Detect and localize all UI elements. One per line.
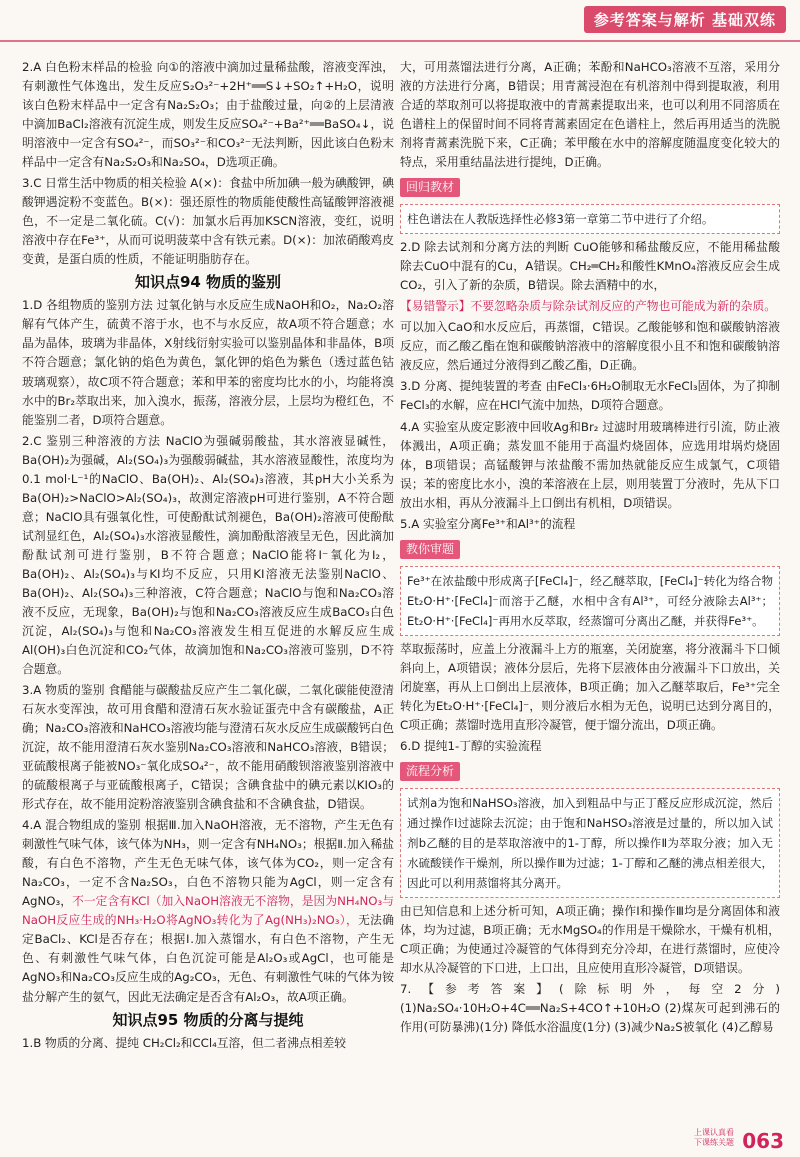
section-heading: 知识点94 物质的鉴别: [134, 273, 282, 292]
answer-paragraph: 2.C 鉴别三种溶液的方法 NaClO为强碱弱酸盐，其水溶液显碱性，Ba(OH)₂为强碱，Al₂(SO₄)₃为强酸弱碱盐，其水溶液显酸性，浓度均为0.1 mol·L⁻¹的NaClO、Ba(OH)₂、Al₂(SO₄)₃溶液，其pH大小关系为Ba(OH)₂>NaClO>Al₂(SO₄)₃，故测定溶液pH可进行鉴别，A不符合题意；NaClO具有强氧化性，可使酚酞试剂褪色，Ba(OH)₂溶液可使酚酞试剂显红色，Al₂(SO₄)₃水溶液显酸性，滴加酚酞溶液呈无色，因此滴加酚酞试剂可进行鉴别，B不符合题意；NaClO能将I⁻氧化为I₂，Ba(OH)₂、Al₂(SO₄)₃与KI均不反应，只用KI溶液无法鉴别NaClO、Ba(OH)₂、Al₂(SO₄)₃三种溶液，C符合题意；NaClO与饱和Na₂CO₃溶液不反应，无现象，Ba(OH)₂与饱和Na₂CO₃溶液反应生成BaCO₃白色沉淀，Al₂(SO₄)₃与饱和Na₂CO₃溶液发生相互促进的水解反应生成Al(OH)₃白色沉淀和CO₂气体，故滴加饱和Na₂CO₃溶液可鉴别，D不符合题意。: [22, 433, 394, 676]
left-column: [22, 58, 394, 1055]
answer-paragraph: 3.A 物质的鉴别 食醋能与碳酸盐反应产生二氧化碳，二氧化碳能使澄清石灰水变浑浊，故可用食醋和澄清石灰水验证蛋壳中含有碳酸盐，A正确；Na₂CO₃溶液和NaHCO₃溶液均能与澄清石灰水反应生成碳酸钙白色沉淀，故不能用澄清石灰水鉴别Na₂CO₃溶液和NaHCO₃溶液，B错误；亚硫酸根离子能被NO₃⁻氧化成SO₄²⁻，故不能用硝酸钡溶液鉴别溶液中的硫酸根离子与亚硫酸根离子，C错误；含碘食盐中的碘元素以KIO₃的形式存在，故不能用淀粉溶液鉴别含碘食盐和不含碘食盐，D错误。: [22, 683, 394, 812]
answer-paragraph: 2.A 白色粉末样品的检验 向①的溶液中滴加过量稀盐酸，溶液变浑浊，有刺激性气体逸出，发生反应S₂O₃²⁻+2H⁺══S↓+SO₂↑+H₂O，说明该白色粉末样品中一定含有Na₂S₂O₃；由于盐酸过量，向②的上层清液中滴加BaCl₂溶液有沉淀生成，则发生反应SO₄²⁻+Ba²⁺══BaSO₄↓，说明溶液中一定含有SO₄²⁻，而SO₃²⁻和CO₃²⁻无法判断，因此该白色粉末样品中一定含有Na₂S₂O₃和Na₂SO₄，D选项正确。: [22, 60, 394, 170]
section-heading: 知识点95 物质的分离与提纯: [112, 1010, 304, 1029]
callout-label: 教你审题: [400, 540, 460, 559]
warning-note: 【易错警示】不要忽略杂质与除杂试剂反应的产物也可能成为新的杂质。: [400, 299, 776, 314]
answer-paragraph: 可以加入CaO和水反应后，再蒸馏，C错误。乙酸能够和饱和碳酸钠溶液反应，而乙酸乙酯在饱和碳酸钠溶液中的溶解度很小且不和饱和碳酸钠溶液反应，然后通过分液得到乙酸乙酯，D正确。: [400, 320, 780, 373]
answer-text: 4.A 混合物组成的鉴别 根据Ⅲ.加入NaOH溶液，无不溶物，产生无色有刺激性气味气体，该气体为NH₃，则一定含有NH₄NO₃；根据Ⅱ.加入稀盐酸，有白色不溶物，产生无色无味气体，该气体为CO₂，则一定含有Na₂CO₃，一定不含Na₂SO₃，白色不溶物只能为AgCl，则一定含有AgNO₃，: [22, 818, 394, 909]
answer-paragraph: 由已知信息和上述分析可知，A项正确；操作Ⅰ和操作Ⅲ均是分离固体和液体，均为过滤，B项正确；无水MgSO₄的作用是干燥除水，干燥有机相，C项正确；为使通过冷凝管的气体得到充分冷却，在进行蒸馏时，应使冷却水从冷凝管的下口进，上口出，且应使用直形冷凝管，D项错误。: [400, 903, 780, 976]
answer-paragraph: 4.A 实验室从废定影液中回收Ag和Br₂ 过滤时用玻璃棒进行引流，防止液体溅出，A项正确；蒸发皿不能用于高温灼烧固体，应选用坩埚灼烧固体，B项错误；高锰酸钾与浓盐酸不需加热就能反应生成氯气，C项错误；苯的密度比水小，溴的苯溶液在上层，则用装置丁分液时，先从下口放出水相，再从分液漏斗上口倒出有机相，D项错误。: [400, 419, 780, 510]
answer-paragraph: 大，可用蒸馏法进行分离，A正确；苯酚和NaHCO₃溶液不互溶，采用分液的方法进行分离，B错误；用青蒿浸泡在有机溶剂中得到提取液，利用合适的萃取剂可以将提取液中的青蒿素提取出来，也可以利用不同溶质在色谱柱上的保留时间不同将青蒿素固定在色谱柱上，然后再用适当的洗脱剂将青蒿素洗脱下来，C正确；苯甲酸在水中的溶解度随温度变化较大的特点，采用重结晶法进行提纯，D正确。: [400, 60, 780, 170]
answer-paragraph: 2.D 除去试剂和分离方法的判断 CuO能够和稀盐酸反应，不能用稀盐酸除去CuO中混有的Cu，A错误。CH₂═CH₂和酸性KMnO₄溶液反应会生成CO₂，引入了新的杂质，B错误。除去酒精中的水，: [400, 240, 780, 293]
answer-paragraph: 1.D 各组物质的鉴别方法 过氧化钠与水反应生成NaOH和O₂，Na₂O₂溶解有气体产生，硫黄不溶于水，也不与水反应，故A项不符合题意；水晶为晶体，玻璃为非晶体，X射线衍射实验可以鉴别晶体和非晶体，B项不符合题意；氯化钠的焰色为黄色，氯化钾的焰色为紫色（透过蓝色钴玻璃观察），故C项不符合题意；苯和甲苯的密度均比水的小，均能将溴水中的Br₂萃取出来，加入溴水，振荡，溶液分层，上层均为橙红色，不能鉴别二者，D项符合题意。: [22, 298, 394, 427]
answer-paragraph: 3.D 分离、提纯装置的考查 由FeCl₃·6H₂O制取无水FeCl₃固体，为了抑制FeCl₃的水解，应在HCl气流中加热，D项符合题意。: [400, 379, 780, 413]
callout-label: 回归教材: [400, 178, 460, 197]
page-number: 063: [742, 1129, 784, 1153]
answer-paragraph: 7.【参考答案】(除标明外，每空2分)(1)Na₂SO₄·10H₂O+4C══Na₂S+4CO↑+10H₂O (2)煤灰可起到沸石的作用(可防暴沸)(1分) 降低水浴温度(1分) (3)减少Na₂S被氧化 (4)乙醇易: [400, 982, 780, 1035]
answer-paragraph: 萃取振荡时，应盖上分液漏斗上方的瓶塞，关闭旋塞，将分液漏斗下口倾斜向上，A项错误；液体分层后，先将下层液体由分液漏斗下口放出，关闭旋塞，再从上口倒出上层液体，B项正确；加入乙醚萃取后，Fe³⁺完全转化为Et₂O·H⁺·[FeCl₄]⁻，则分液后水相为无色，说明已达到分离目的，C项正确；蒸馏时选用直形冷凝管，便于馏分流出，D项正确。: [400, 641, 780, 732]
answer-paragraph: 5.A 实验室分离Fe³⁺和Al³⁺的流程: [400, 516, 576, 531]
footer-line: 下课练关题: [694, 1138, 734, 1147]
answer-paragraph: 3.C 日常生活中物质的相关检验 A(×)：食盐中所加碘一般为碘酸钾，碘酸钾遇淀粉不变蓝色。B(×)：强还原性的物质能使酸性高锰酸钾溶液褪色，不一定是二氧化硫。C(√)：加氯水后再加KSCN溶液，变红，说明溶液中存在Fe³⁺，从而可说明菠菜中含有铁元素。D(×)：加浓硝酸鸡皮变黄，是蛋白质的性质，不能证明脂肪存在。: [22, 176, 394, 267]
warning-note: 不一定含有KCl（加入NaOH溶液无不溶物，是因为NH₄NO₃与NaOH反应生成的NH₃·H₂O将AgNO₃转化为了Ag(NH₃)₂NO₃），: [22, 894, 394, 928]
footer-line: 上课认真看: [694, 1128, 734, 1137]
callout-box: 试剂a为饱和NaHSO₃溶液，加入到粗品中与正丁醛反应形成沉淀，然后通过操作Ⅰ过滤除去沉淀；由于饱和NaHSO₃溶液是过量的，所以加入试剂b乙醚的目的是萃取溶液中的1-丁醇，所以操作Ⅱ为萃取分液；加入无水硫酸镁作干燥剂，所以操作Ⅲ为过滤；1-丁醇和乙醚的沸点相差很大，因此可以利用蒸馏将其分离开。: [400, 788, 780, 898]
answer-text: 无法确定BaCl₂、KCl是否存在；根据Ⅰ.加入蒸馏水，有白色不溶物，产生无色、有刺激性气味气体，白色沉淀可能是Al₂O₃或AgCl，也可能是AgNO₃和Na₂CO₃反应生成的Ag₂CO₃，无色、有刺激性气味的气体为铵盐分解产生的氨气，因此无法确定是否含有Al₂O₃，故A项正确。: [22, 913, 394, 1004]
answer-paragraph: 1.B 物质的分离、提纯 CH₂Cl₂和CCl₄互溶，但二者沸点相差较: [22, 1035, 347, 1050]
page-header: [0, 0, 800, 54]
header-rule: [0, 40, 800, 42]
answer-paragraph: [22, 816, 394, 1006]
callout-box: Fe³⁺在浓盐酸中形成离子[FeCl₄]⁻，经乙醚萃取，[FeCl₄]⁻转化为络合物Et₂O·H⁺·[FeCl₄]⁻而溶于乙醚，水相中含有Al³⁺，可经分液除去Al³⁺；Et₂O·H⁺·[FeCl₄]⁻再用水反萃取，经蒸馏可分离出乙醚，并获得Fe³⁺。: [400, 566, 780, 636]
footer-slogan: [694, 1128, 734, 1148]
header-title: 参考答案与解析 基础双练: [584, 6, 786, 33]
callout-label: 流程分析: [400, 762, 460, 781]
answer-paragraph: 6.D 提纯1-丁醇的实验流程: [400, 738, 542, 753]
right-column: [400, 58, 780, 1039]
callout-box: 柱色谱法在人教版选择性必修3第一章第二节中进行了介绍。: [400, 204, 780, 234]
